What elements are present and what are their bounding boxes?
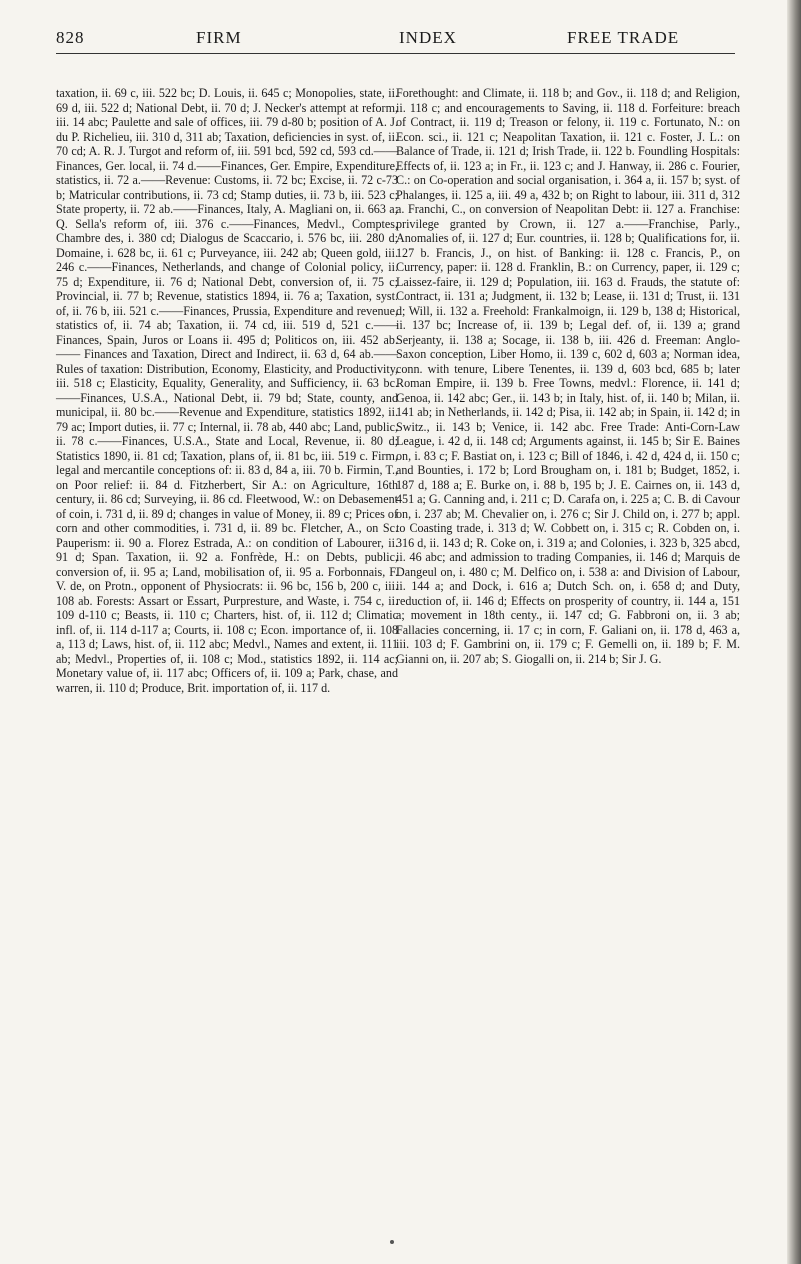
center-running-heading: INDEX — [399, 28, 457, 47]
page-number: 828 — [56, 28, 85, 47]
page-mark — [390, 1240, 394, 1244]
scan-edge-shadow — [787, 0, 801, 1264]
header-rule — [56, 53, 735, 54]
left-column-text: taxation, ii. 69 c, iii. 522 bc; D. Louis, ii. 645 c; Monopolies, state, ii. 69 d, iii. 522 d; National Debt, ii. 70 d; J. Necker's attempt at reform, iii. 14 abc; Paulette and sale of offices, iii. 79 d-80 b; position of A. J. du P. Richelieu, iii. 310 d, 311 ab; Taxation, deficiencies in syst. of, ii. 70 cd; A. R. J. Turgot and reform of, iii. 591 bcd, 592 cd, 593 cd.—— Finances, Ger. local, ii. 74 d.——Finances, Ger. Empire, Expenditure, statistics, ii. 72 a.——Revenue: Customs, ii. 72 bc; Excise, ii. 72 c-73 b; Matricular contributions, ii. 73 cd; Stamp duties, ii. 73 b, iii. 523 c; State property, ii. 72 ab.——Finances, Italy, A. Magliani on, ii. 663 a; Q. Sella's reform of, iii. 376 c.——Finances, Medvl., Comptes, Chambre des, i. 380 cd; Dialogus de Scaccario, i. 576 bc, iii. 280 d; Domaine, i. 628 bc, ii. 61 c; Purveyance, iii. 242 ab; Queen gold, iii. 246 c.——Finances, Netherlands, and change of Colonial policy, ii. 75 d; Expenditure, ii. 76 d; National Debt, conversion of, ii. 75 c; Provincial, ii. 77 b; Revenue, statistics 1894, ii. 76 a; Taxation, syst. of, ii. 76 b, iii. 521 c.——Finances, Prussia, Expenditure and revenue, statistics of, ii. 74 ab; Taxation, ii. 74 cd, iii. 519 d, 521 c.——Finances, Spain, Juros or Loans ii. 495 d; Politicos on, iii. 452 ab.—— Finances and Taxation, Direct and Indirect, ii. 63 d, 64 ab.——Rules of taxation: Distribution, Economy, Elasticity, and Productivity, iii. 518 c; Elasticity, Equality, Generality, and Sufficiency, ii. 63 bc.——Finances, U.S.A., National Debt, ii. 79 bd; State, county, and municipal, ii. 80 bc.——Revenue and Expenditure, statistics 1892, ii. 79 ac; Import duties, ii. 77 c; Internal, ii. 78 ab, 440 abc; Land, public, ii. 78 c.——Finances, U.S.A., State and Local, Revenue, ii. 80 d; Statistics 1890, ii. 81 cd; Taxation, plans of, ii. 81 bc, iii. 519 c. Firm, legal and mercantile conceptions of: ii. 83 d, 84 a, iii. 70 b. Firmin, T., on Poor relief: ii. 84 d. Fitzherbert, Sir A.: on Agriculture, 16th century, ii. 86 cd; Surveying, ii. 86 cd. Fleetwood, W.: on Debasement of coin, i. 731 d, ii. 89 d; changes in value of Money, ii. 89 c; Prices of corn and other commodities, i. 731 d, ii. 89 bc. Fletcher, A., on Sc. Pauperism: ii. 90 a. Florez Estrada, A.: on condition of Labourer, ii. 91 d; Span. Taxation, ii. 92 a. Fonfrède, H.: on Debts, public, conversion of, ii. 95 a; Land, mobilisation of, ii. 95 a. Forbonnais, F. V. de, on Protn., opponent of Physiocrats: ii. 96 bc, 156 b, 200 c, iii. 108 ab. Forests: Assart or Essart, Purpresture, and Waste, i. 754 c, ii. 109 d-110 c; Beasts, ii. 110 c; Charters, hist. of, ii. 112 d; Climatic infl. of, ii. 114 d-117 a; Courts, ii. 108 c; Econ. importance of, ii. 108 a, 113 d; Laws, hist. of, ii. 112 abc; Medvl., Names and extent, ii. 111 ab; Medvl., Properties of, ii. 108 c; Mod., statistics 1892, ii. 114 ac; Monetary value of, ii. 117 abc; Officers of, ii. 109 a; Park, chase, and warren, ii. 110 d; Produce, Brit. importation of, ii. 117 d. — [56, 86, 398, 695]
right-index-column — [396, 86, 740, 666]
running-header — [56, 28, 735, 54]
right-column-text: Forethought: and Climate, ii. 118 b; and Gov., ii. 118 d; and Religion, ii. 118 c; and encouragements to Saving, ii. 118 d. Forfeiture: breach of Contract, ii. 119 d; Treason or felony, ii. 119 c. Fortunato, N.: on Econ. sci., ii. 121 c; Neapolitan Taxation, ii. 121 c. Foster, J. L.: on Balance of Trade, ii. 121 d; Irish Trade, ii. 122 b. Foundling Hospitals: Effects of, ii. 123 a; in Fr., ii. 123 c; and J. Hanway, ii. 286 c. Fourier, C.: on Co-operation and social organisation, i. 364 a, ii. 157 b; syst. of Phalanges, ii. 125 a, iii. 49 a, 432 b; on Right to labour, iii. 311 d, 312 a. Franchi, C., on conversion of Neapolitan Debt: ii. 127 a. Franchise: privilege granted by Crown, ii. 127 a.——Franchise, Parly., Anomalies of, ii. 127 d; Eur. countries, ii. 128 b; Qualifications for, ii. 127 b. Francis, J., on hist. of Banking: ii. 128 c. Francis, P., on Currency, paper: ii. 128 d. Franklin, B.: on Currency, paper, ii. 129 c; Laissez-faire, ii. 129 d; Population, iii. 163 d. Frauds, the statute of: Contract, ii. 131 a; Judgment, ii. 132 b; Lease, ii. 131 d; Trust, ii. 131 d; Will, ii. 132 a. Freehold: Frankalmoign, ii. 129 b, 138 d; Historical, ii. 137 bc; Increase of, ii. 139 b; Legal def. of, ii. 139 a; grand Serjeanty, ii. 138 a; Socage, ii. 138 b, iii. 426 d. Freeman: Anglo-Saxon conception, Liber Homo, ii. 139 c, 602 d, 603 a; Norman idea, conn. with tenure, Libere Tenentes, ii. 139 d, 603 bcd, 685 b; later Roman Empire, ii. 139 b. Free Towns, medvl.: Florence, ii. 141 d; Genoa, ii. 142 abc; Ger., ii. 143 b; in Italy, hist. of, ii. 140 b; Milan, ii. 141 ab; in Netherlands, ii. 142 d; Pisa, ii. 142 ab; in Spain, ii. 142 d; in Switz., ii. 143 b; Venice, ii. 142 abc. Free Trade: Anti-Corn-Law League, i. 42 d, ii. 148 cd; Arguments against, ii. 145 b; Sir E. Baines on, i. 83 c; F. Bastiat on, i. 123 c; Bill of 1846, i. 42 d, 424 d, ii. 150 c; and Bounties, i. 172 b; Lord Brougham on, i. 181 b; Budget, 1852, i. 187 d, 188 a; E. Burke on, i. 88 b, 195 b; J. E. Cairnes on, ii. 143 d, 451 a; G. Canning and, i. 211 c; D. Carafa on, i. 225 a; C. B. di Cavour on, i. 237 ab; M. Chevalier on, i. 276 c; Sir J. Child on, i. 277 b; appl. to Coasting trade, i. 313 d; W. Cobbett on, i. 315 c; R. Cobden on, i. 316 d, ii. 143 d; R. Coke on, i. 319 a; and Colonies, i. 323 b, 325 abcd, ii. 46 abc; and admission to trading Companies, ii. 146 d; Marquis de Dangeul on, i. 480 c; M. Delfico on, i. 538 a: and Division of Labour, ii. 144 a; and Dock, i. 616 a; Dutch Sch. on, i. 658 d; and Duty, reduction of, ii. 146 d; Effects on prosperity of country, ii. 144 a, 151 a; movement in 18th centy., ii. 147 cd; G. Fabbroni on, ii. 3 ab; Fallacies concerning, ii. 17 c; in corn, F. Galiani on, ii. 178 d, 463 a, iii. 103 d; F. Gambrini on, ii. 179 c; F. Gemelli on, ii. 189 b; F. M. Gianni on, ii. 207 ab; S. Giogalli on, ii. 214 b; Sir J. G. — [396, 86, 740, 666]
left-running-heading: FIRM — [196, 28, 242, 47]
left-index-column — [56, 86, 398, 695]
right-running-heading: FREE TRADE — [567, 28, 680, 47]
